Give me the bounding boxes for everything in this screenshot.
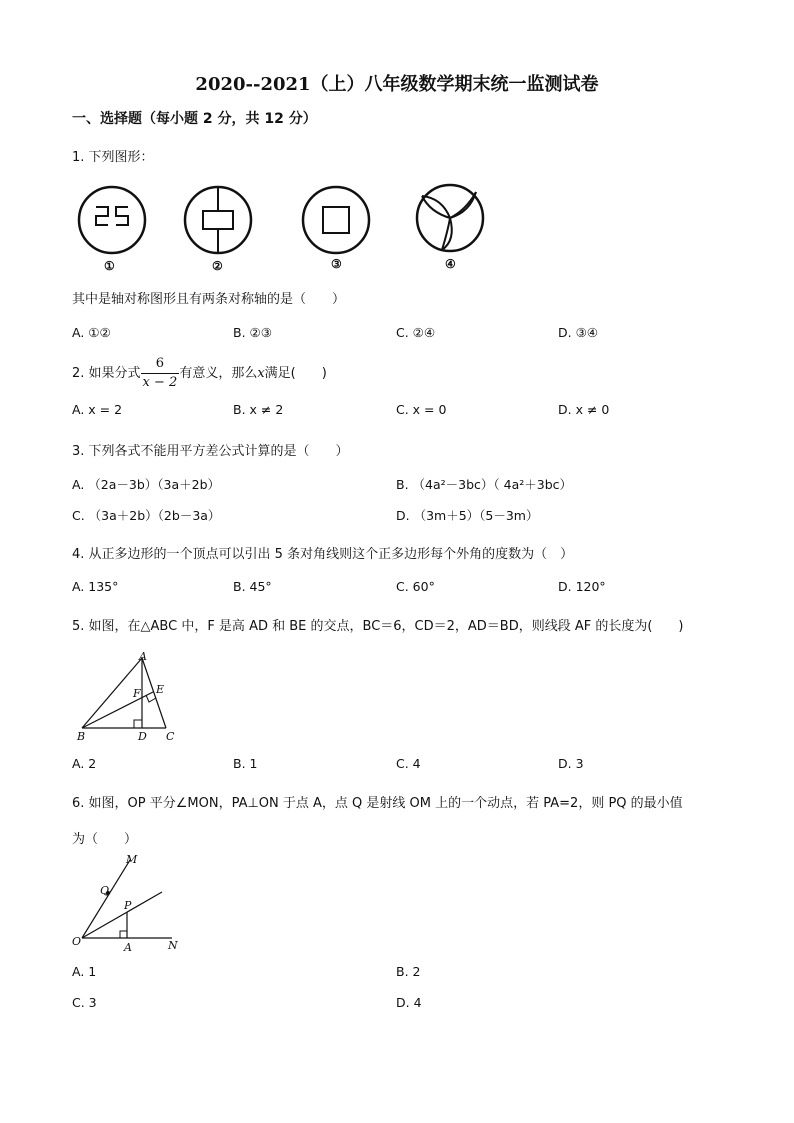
q2-variable: x xyxy=(257,366,265,381)
q6-label-o: O xyxy=(72,935,82,948)
q4-option-c: C. 60° xyxy=(396,579,435,594)
q5-label-e: E xyxy=(156,683,165,696)
q6-label-q: Q xyxy=(100,884,110,897)
q5-label-b: B xyxy=(77,730,86,743)
q2-stem-end: 满足( ) xyxy=(264,366,327,381)
q6-label-a: A xyxy=(124,941,132,954)
q4-option-b: B. 45° xyxy=(233,579,272,594)
page-title: 2020--2021（上）八年级数学期末统一监测试卷 xyxy=(195,74,599,95)
q4-option-a: A. 135° xyxy=(72,579,119,594)
q2-fraction-numerator: 6 xyxy=(141,355,180,374)
q2-fraction xyxy=(141,355,180,392)
q1-option-d: D. ③④ xyxy=(558,325,598,340)
section-heading: 一、选择题（每小题 2 分，共 12 分） xyxy=(72,111,317,127)
q3-stem: 3. 下列各式不能用平方差公式计算的是（ ） xyxy=(72,444,349,459)
q1-figure-label-2: ② xyxy=(212,259,223,273)
q1-option-a: A. ①② xyxy=(72,325,111,340)
q1-figures xyxy=(70,178,500,278)
q5-label-f: F xyxy=(133,687,141,700)
q5-label-c: C xyxy=(166,730,175,743)
q1-figure-4 xyxy=(417,185,483,251)
q2-option-a: A. x = 2 xyxy=(72,402,123,417)
q5-option-a: A. 2 xyxy=(72,756,97,771)
q1-figure-label-1: ① xyxy=(104,259,115,273)
q3-option-c: C. （3a＋2b）（2b－3a） xyxy=(72,508,221,523)
q6-stem-continued: 为（ ） xyxy=(72,832,138,847)
q2-option-d: D. x ≠ 0 xyxy=(558,402,610,417)
q1-option-b: B. ②③ xyxy=(233,325,272,340)
q1-figure-1 xyxy=(79,187,145,253)
q2-stem xyxy=(72,355,327,392)
q6-option-a: A. 1 xyxy=(72,964,97,979)
q1-figure-2 xyxy=(185,187,251,253)
q2-fraction-denominator: x − 2 xyxy=(142,375,178,390)
q1-figure-label-4: ④ xyxy=(445,257,456,271)
q5-option-c: C. 4 xyxy=(396,756,421,771)
q5-label-d: D xyxy=(138,730,147,743)
q4-option-d: D. 120° xyxy=(558,579,606,594)
q3-option-a: A. （2a－3b）（3a＋2b） xyxy=(72,477,221,492)
q1-option-c: C. ②④ xyxy=(396,325,436,340)
q2-stem-post: 有意义，那么 xyxy=(179,366,258,381)
q6-label-n: N xyxy=(168,939,178,952)
q5-stem: 5. 如图，在△ABC 中，F 是高 AD 和 BE 的交点，BC＝6，CD＝2，AD＝BD，则线段 AF 的长度为( ) xyxy=(72,619,684,634)
q1-stem: 1. 下列图形： xyxy=(72,150,154,165)
q5-option-d: D. 3 xyxy=(558,756,584,771)
q5-option-b: B. 1 xyxy=(233,756,258,771)
q3-option-d: D. （3m＋5）（5－3m） xyxy=(396,508,539,523)
q6-label-m: M xyxy=(126,853,138,866)
q3-option-b: B. （4a²－3bc）（ 4a²＋3bc） xyxy=(396,477,573,492)
q2-stem-pre: 2. 如果分式 xyxy=(72,366,141,381)
q6-option-d: D. 4 xyxy=(396,995,422,1010)
q2-option-c: C. x = 0 xyxy=(396,402,447,417)
q6-label-p: P xyxy=(124,899,132,912)
q6-stem: 6. 如图，OP 平分∠MON，PA⊥ON 于点 A，点 Q 是射线 OM 上的一个动点，若 PA=2，则 PQ 的最小值 xyxy=(72,796,683,811)
q1-figure-3 xyxy=(303,187,369,253)
q4-stem: 4. 从正多边形的一个顶点可以引出 5 条对角线则这个正多边形每个外角的度数为（ ） xyxy=(72,547,574,562)
q1-figure-label-3: ③ xyxy=(331,257,342,271)
q2-option-b: B. x ≠ 2 xyxy=(233,402,284,417)
q5-label-a: A xyxy=(139,650,147,663)
q1-substem: 其中是轴对称图形且有两条对称轴的是（ ） xyxy=(72,292,346,307)
q6-option-c: C. 3 xyxy=(72,995,97,1010)
q6-option-b: B. 2 xyxy=(396,964,421,979)
